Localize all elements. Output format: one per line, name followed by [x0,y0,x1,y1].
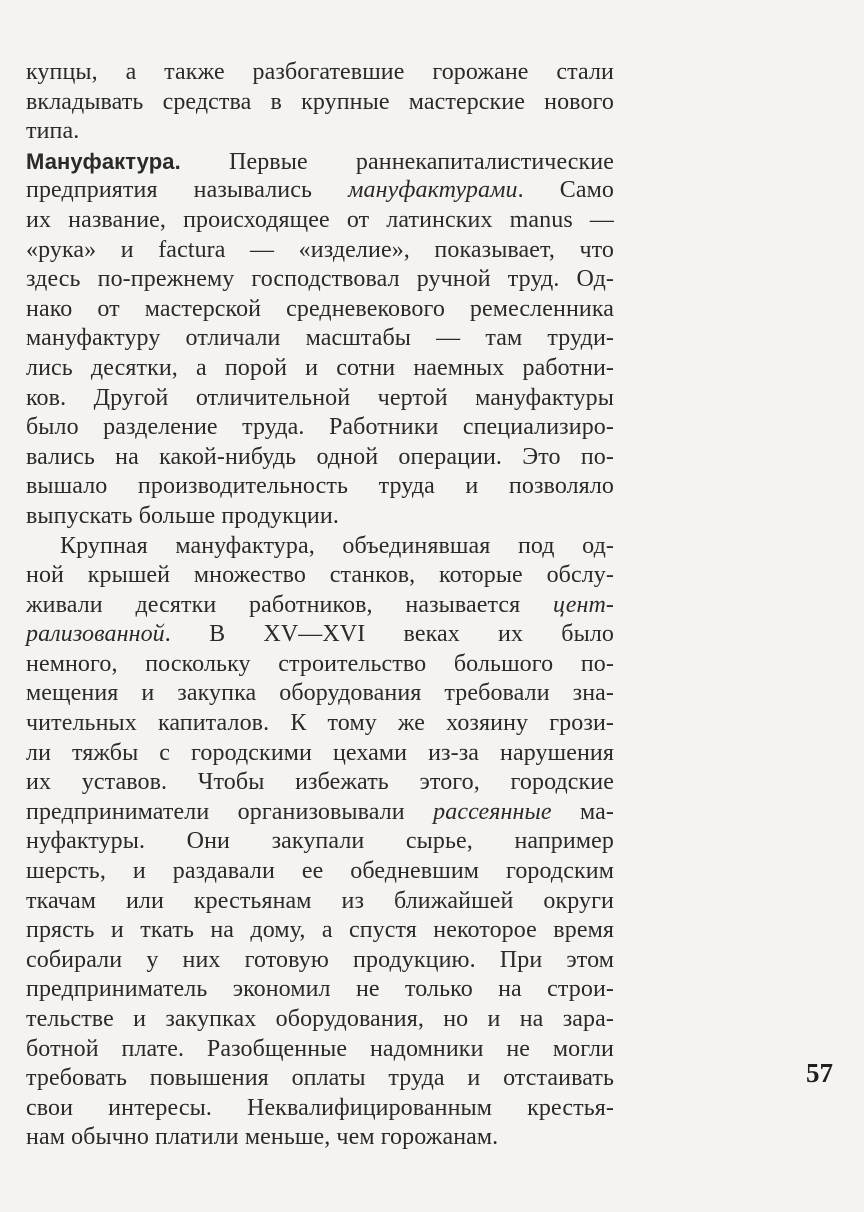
page-text [26,58,614,1153]
text-line: тельстве и закупках оборудования, но и на зара- [26,1006,614,1032]
text-line [26,591,614,621]
text-line: их название, происходящее от латинских manus — [26,206,614,233]
text-line: их уставов. Чтобы избежать этого, городские [26,769,614,796]
text-line: немного, поскольку строительство большого по- [26,650,614,677]
text-line: ков. Другой отличительной чертой мануфактуры [26,384,614,411]
italic-term: рассеянные [433,798,552,825]
text-span: ма- [551,798,614,825]
text-line: ной крышей множество станков, которые обслу- [26,562,614,589]
text-line: шерсть, и раздавали ее обедневшим городским [26,858,614,885]
text-line: нако от мастерской средневекового ремесленника [26,295,614,322]
text-line: вались на какой-нибудь одной операции. Это по- [26,443,614,470]
text-span: предприниматели организовывали [26,798,434,825]
text-line: ботной плате. Разобщенные надомники не могли [26,1035,614,1062]
text-line: нуфактуры. Они закупали сырье, например [26,828,614,855]
text-line [26,620,614,650]
text-line: свои интересы. Неквалифицированным крестья- [26,1094,614,1121]
text-line: ткачам или крестьянам из ближайшей округи [26,887,614,914]
text-line: Крупная мануфактура, объединявшая под од- [60,532,614,559]
page-number: 57 [806,1058,833,1088]
text-span: . Само [517,177,615,204]
text-line: выпускать больше продукции. [26,502,339,529]
text-line: вкладывать средства в крупные мастерские нового [26,88,614,115]
text-line: лись десятки, а порой и сотни наемных работни- [26,354,614,381]
text-line: ли тяжбы с городскими цехами из-за нарушения [26,739,614,766]
text-line: типа. [26,118,80,145]
italic-term: рализованной [26,621,165,648]
text-line [26,147,614,177]
text-line: купцы, а также разбогатевшие горожане стали [26,59,614,85]
text-line: мануфактуру отличали масштабы — там труди- [26,325,614,352]
text-line: чительных капиталов. К тому же хозяину грози- [26,710,614,737]
text-line: «рука» и factura — «изделие», показывает, что [26,236,614,263]
text-line: собирали у них готовую продукцию. При этом [26,946,614,973]
text-span: живали десятки работников, называется [26,591,554,618]
text-line: нам обычно платили меньше, чем горожанам. [26,1124,499,1151]
text-line: прясть и ткать на дому, а спустя некоторое время [26,917,614,944]
text-span: . В XV—XVI веках их было [164,621,614,648]
text-span: Первые раннекапиталистические [180,148,614,175]
text-line: было разделение труда. Работники специализиро- [26,414,614,441]
text-line: мещения и закупка оборудования требовали зна- [26,680,614,707]
italic-term: цент- [553,591,614,618]
text-line: требовать повышения оплаты труда и отстаивать [26,1065,614,1092]
text-line: вышало производительность труда и позволяло [26,473,614,500]
text-line [26,798,614,828]
section-heading: Мануфактура. [26,148,181,174]
text-line [26,176,614,206]
italic-term: мануфактурами [348,177,518,204]
text-span: предприятия назывались [26,177,349,204]
text-line: здесь по-прежнему господствовал ручной труд. Од- [26,266,614,293]
text-line: предприниматель экономил не только на строи- [26,976,614,1003]
